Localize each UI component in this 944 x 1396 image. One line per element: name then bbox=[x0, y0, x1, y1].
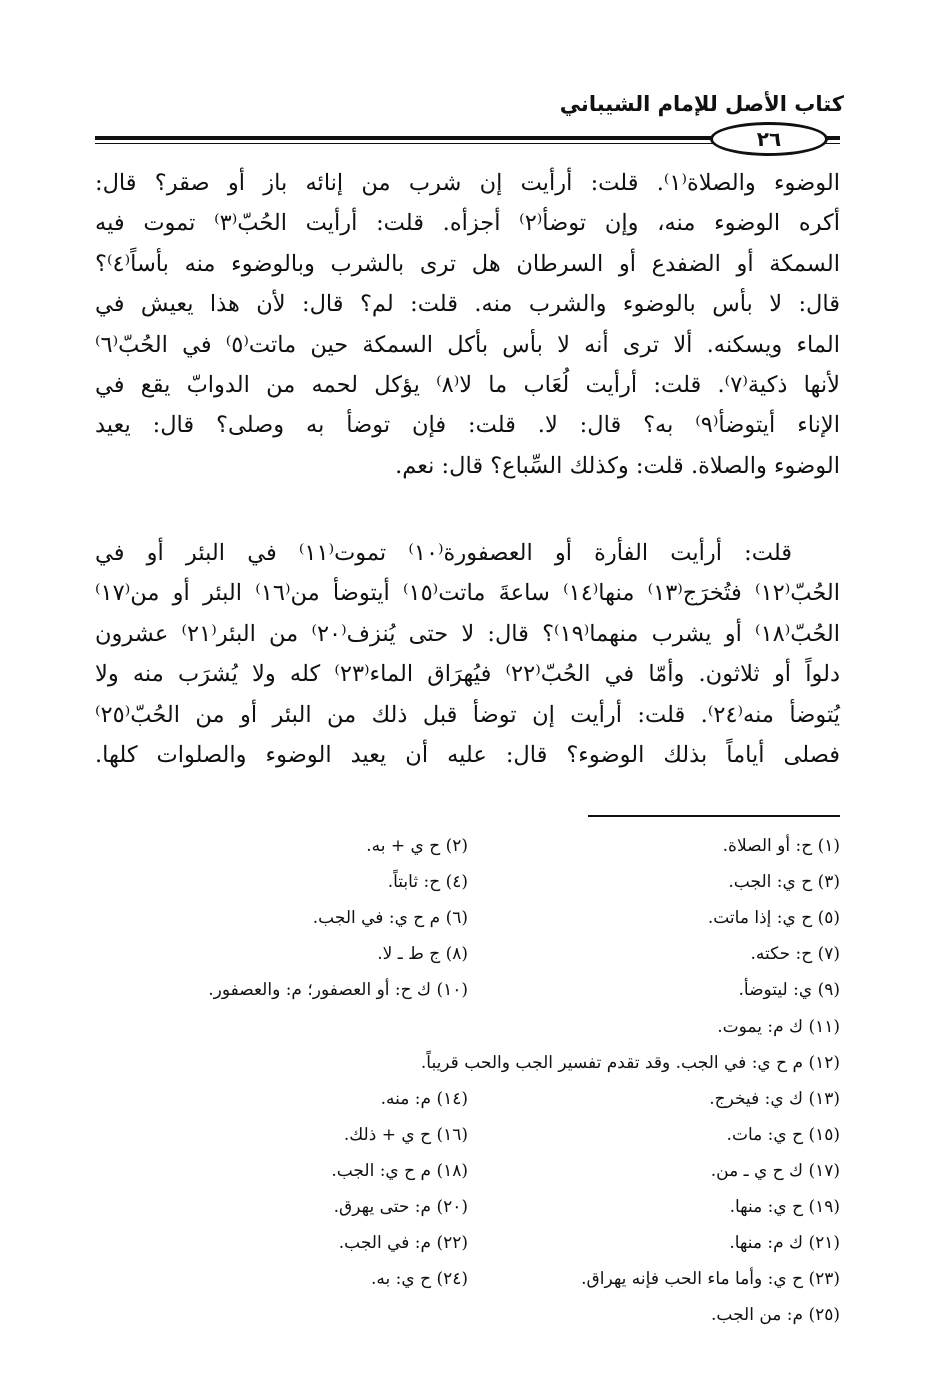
footnote-row bbox=[95, 1297, 840, 1333]
text-line: الحُبّ⁽١٨⁾ أو يشرب منهما⁽١٩⁾؟ قال: لا حتى يُنزف⁽٢٠⁾ من البئر⁽٢١⁾ عشرون bbox=[95, 620, 841, 647]
text-line: قال: لا بأس بالوضوء والشرب منه. قلت: لم؟ قال: لأن هذا يعيش في bbox=[95, 291, 840, 318]
footnote: (١٢) م ح ي: في الجب. وقد تقدم تفسير الجب والحب قريباً. bbox=[420, 1052, 840, 1073]
footnote: (١٩) ح ي: منها. bbox=[729, 1196, 840, 1217]
footnote-row bbox=[95, 1045, 840, 1081]
footnote: (٢٠) م: حتى يهرق. bbox=[333, 1196, 468, 1217]
text-line: الإناء أيتوضأ⁽٩⁾ به؟ قال: لا. قلت: فإن توضأ به وصلى؟ قال: يعيد bbox=[95, 412, 840, 439]
footnote: (١٣) ك ي: فيخرج. bbox=[709, 1088, 840, 1109]
footnote: (٥) ح ي: إذا ماتت. bbox=[707, 908, 840, 929]
footnote: (٧) ح: حكته. bbox=[750, 944, 840, 965]
footnote-row bbox=[95, 1081, 840, 1117]
footnote: (٣) ح ي: الجب. bbox=[728, 872, 840, 893]
text-line: الوضوء والصلاة⁽١⁾. قلت: أرأيت إن شرب من إنائه باز أو صقر؟ قال: bbox=[95, 170, 840, 196]
text-line: الوضوء والصلاة. قلت: وكذلك السِّباع؟ قال: نعم. bbox=[395, 452, 840, 479]
footnote: (١٠) ك ح: أو العصفور؛ م: والعصفور. bbox=[208, 980, 468, 1001]
footnote-row bbox=[95, 828, 840, 864]
footnote: (٨) ج ط ـ لا. bbox=[377, 944, 468, 965]
footnote: (٢) ح ي + به. bbox=[366, 836, 468, 857]
footnotes bbox=[95, 828, 840, 1333]
footnote-row bbox=[95, 1153, 840, 1189]
footnote-row bbox=[95, 1189, 840, 1225]
footnote: (٢٣) ح ي: وأما ماء الحب فإنه يهراق. bbox=[581, 1269, 840, 1290]
footnote: (٢٢) م: في الجب. bbox=[338, 1233, 468, 1254]
footnote-row bbox=[95, 1008, 840, 1044]
footnote-separator bbox=[588, 815, 840, 817]
footnote-row bbox=[95, 900, 840, 936]
footnote-row bbox=[95, 864, 840, 900]
paragraph-1 bbox=[95, 163, 840, 486]
footnote: (١٤) م: منه. bbox=[380, 1088, 468, 1109]
footnote: (٤) ح: ثابتاً. bbox=[387, 872, 468, 893]
footnote: (١٨) م ح ي: الجب. bbox=[331, 1160, 468, 1181]
footnote: (٢١) ك م: منها. bbox=[729, 1233, 840, 1254]
footnote: (٢٥) م: من الجب. bbox=[710, 1305, 840, 1326]
text-line: الحُبّ⁽١٢⁾ فتُخرَج⁽١٣⁾ منها⁽١٤⁾ ساعةَ ماتت⁽١٥⁾ أيتوضأ من⁽١٦⁾ البئر أو من⁽١٧⁾ bbox=[95, 580, 840, 607]
footnote-row bbox=[95, 972, 840, 1008]
footnote: (٦) م ح ي: في الجب. bbox=[312, 908, 468, 929]
footnote: (١٧) ك ح ي ـ من. bbox=[710, 1160, 840, 1181]
page-number-badge: ٢٦ bbox=[710, 122, 828, 156]
footnote-row bbox=[95, 936, 840, 972]
text-line: لأنها ذكية⁽٧⁾. قلت: أرأيت لُعَاب ما لا⁽٨⁾ يؤكل لحمه من الدوابّ يقع في bbox=[95, 372, 840, 399]
footnote: (١١) ك م: يموت. bbox=[717, 1016, 840, 1037]
paragraph-2 bbox=[95, 533, 840, 775]
footnote: (١٦) ح ي + ذلك. bbox=[343, 1124, 468, 1145]
footnote-row bbox=[95, 1117, 840, 1153]
text-line: فصلى أياماً بذلك الوضوء؟ قال: عليه أن يعيد الوضوء والصلوات كلها. bbox=[95, 742, 840, 769]
footnote: (٩) ي: ليتوضأ. bbox=[738, 980, 840, 1001]
footnote-row bbox=[95, 1261, 840, 1297]
header-rule bbox=[95, 120, 840, 160]
text-line: أكره الوضوء منه، وإن توضأ⁽٢⁾ أجزأه. قلت: أرأيت الحُبّ⁽٣⁾ تموت فيه bbox=[95, 210, 840, 237]
footnote: (١٥) ح ي: مات. bbox=[726, 1124, 840, 1145]
footnote-row bbox=[95, 1225, 840, 1261]
footnote: (٢٤) ح ي: به. bbox=[370, 1269, 468, 1290]
text-line: دلواً أو ثلاثون. وأمّا في الحُبّ⁽٢٢⁾ فيُهرَاق الماء⁽٢٣⁾ كله ولا يُشرَب منه ولا bbox=[95, 661, 840, 688]
text-line: الماء ويسكنه. ألا ترى أنه لا بأس بأكل السمكة حين ماتت⁽٥⁾ في الحُبّ⁽٦⁾ bbox=[95, 331, 840, 358]
footnote: (١) ح: أو الصلاة. bbox=[722, 836, 840, 857]
text-line: يُتوضأ منه⁽٢٤⁾. قلت: أرأيت إن توضأ قبل ذلك من البئر أو من الحُبّ⁽٢٥⁾ bbox=[95, 701, 841, 728]
text-line: قلت: أرأيت الفأرة أو العصفورة⁽١٠⁾ تموت⁽١١⁾ في البئر أو في bbox=[95, 540, 793, 566]
text-line: السمكة أو الضفدع أو السرطان هل ترى بالشرب وبالوضوء منه بأساً⁽٤⁾؟ bbox=[95, 250, 840, 277]
running-title: كتاب الأصل للإمام الشيباني bbox=[559, 92, 844, 116]
